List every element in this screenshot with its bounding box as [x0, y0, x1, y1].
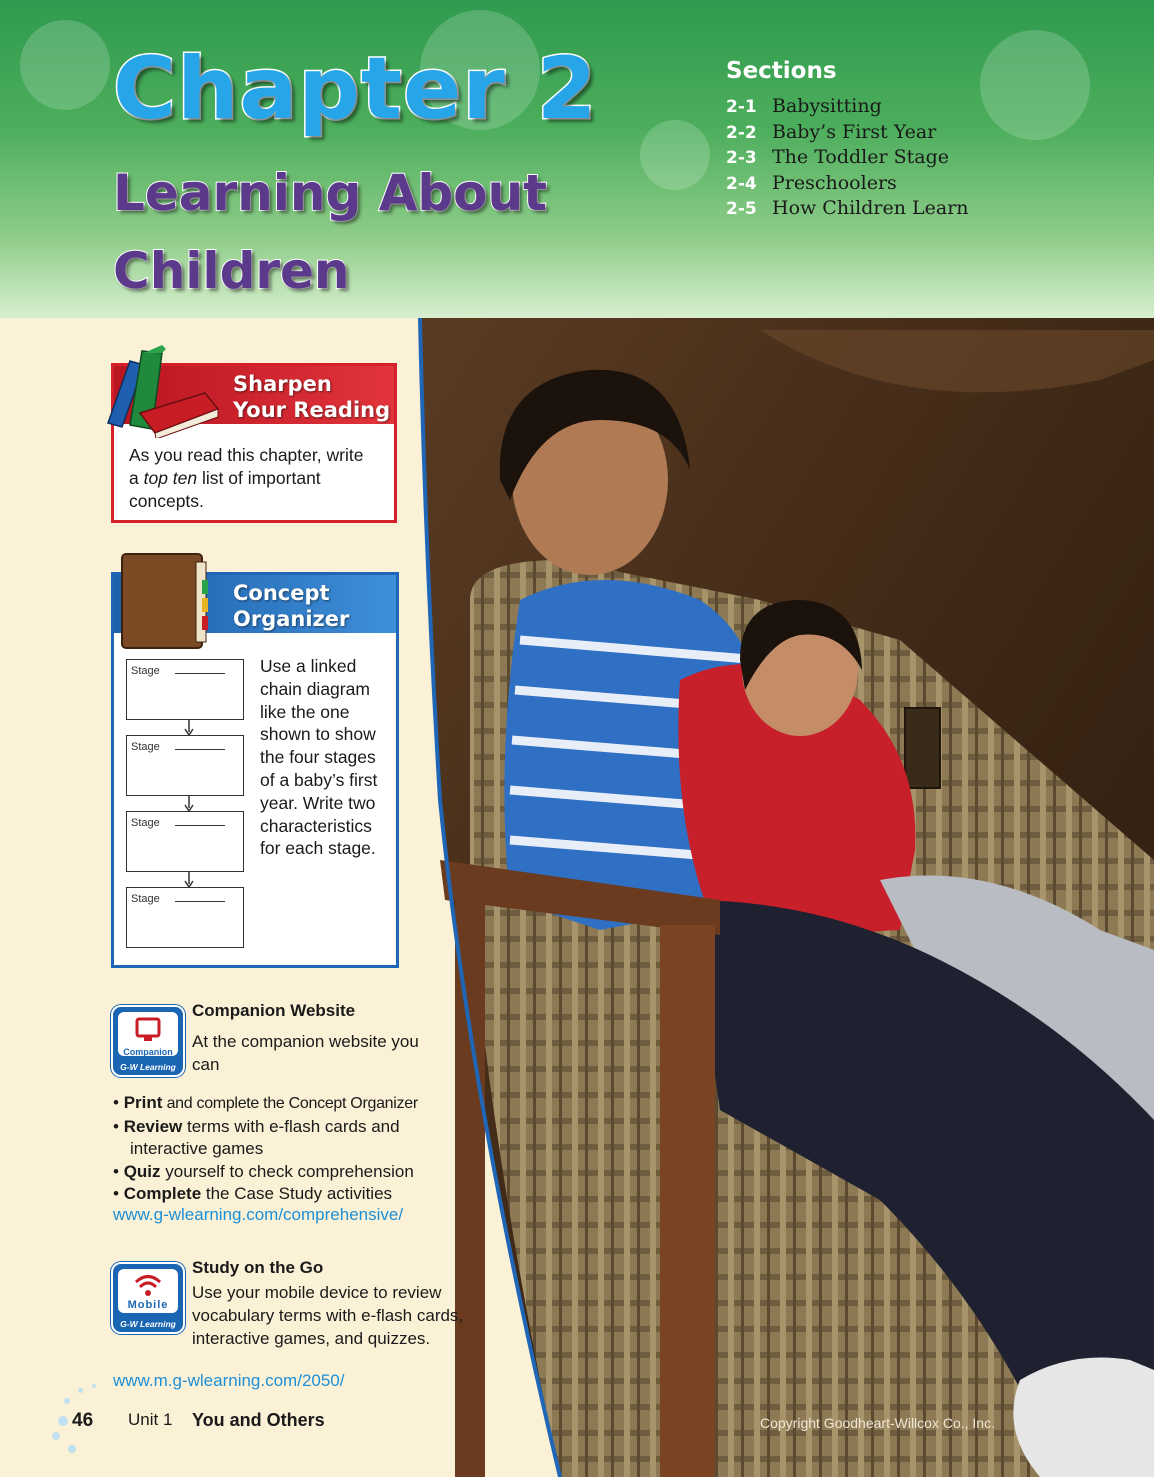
stage-line	[175, 825, 225, 826]
section-number: 2-3	[726, 148, 757, 169]
mobile-study-link[interactable]: www.m.g-wlearning.com/2050/	[113, 1371, 345, 1390]
bullet-text: terms with e-flash cards and interactive games	[130, 1116, 400, 1159]
companion-website-text: At the companion website you can	[192, 1032, 419, 1074]
stage-label: Stage	[131, 817, 160, 829]
stage-label: Stage	[131, 741, 160, 753]
list-item: • Review terms with e-flash cards and interactive games	[113, 1116, 400, 1159]
decorative-dot	[92, 1384, 96, 1388]
stage-label: Stage	[131, 665, 160, 677]
binder-icon	[118, 550, 210, 652]
section-number: 2-5	[726, 199, 757, 220]
sections-heading: Sections	[726, 58, 837, 84]
title-line: Your Reading	[233, 398, 391, 422]
study-on-the-go-text: Use your mobile device to review vocabulary terms with e-flash cards, interactive games, and quizzes.	[192, 1283, 464, 1348]
stage-line	[175, 901, 225, 902]
section-title: How Children Learn	[772, 197, 969, 220]
section-number: 2-4	[726, 173, 757, 194]
decorative-dot	[78, 1388, 83, 1393]
stage-label: Stage	[131, 893, 160, 905]
section-title: The Toddler Stage	[772, 146, 949, 169]
bullet-bold: Quiz	[123, 1161, 161, 1181]
footer-unit-title: You and Others	[192, 1410, 325, 1430]
concept-organizer-text: Use a linked chain diagram like the one shown to show the four stages of a baby’s first year. Write two characteristics for each stage.	[260, 656, 378, 859]
icon-panel	[118, 1269, 178, 1313]
list-item: • Quiz yourself to check comprehension	[113, 1161, 414, 1181]
decorative-dot	[52, 1432, 60, 1440]
text-part: list of important concepts.	[129, 468, 321, 511]
text-italic: top ten	[143, 468, 198, 488]
chapter-subtitle-line1: Learning About	[113, 164, 548, 222]
section-number: 2-2	[726, 122, 757, 143]
down-arrow-icon	[184, 796, 194, 812]
down-arrow-icon	[184, 720, 194, 736]
stage-box	[126, 811, 244, 872]
footer-unit: Unit 1	[128, 1410, 173, 1429]
study-on-the-go-title: Study on the Go	[192, 1258, 324, 1277]
stage-box	[126, 887, 244, 948]
companion-website-title: Companion Website	[192, 1001, 356, 1020]
page-number: 46	[72, 1410, 94, 1431]
bullet-bold: Complete	[123, 1184, 202, 1204]
copyright-notice: Copyright Goodheart-Willcox Co., Inc.	[760, 1415, 995, 1431]
list-item: • Complete the Case Study activities	[113, 1184, 393, 1204]
decorative-dot	[68, 1445, 76, 1453]
mobile-icon-brand: G-W Learning	[120, 1319, 176, 1329]
section-number: 2-1	[726, 97, 757, 117]
list-item: • Print and complete the Concept Organizer	[113, 1093, 418, 1112]
bullet-bold: Review	[123, 1116, 183, 1136]
companion-website-link[interactable]: www.g-wlearning.com/comprehensive/	[113, 1205, 404, 1224]
chapter-subtitle-line2: Children	[113, 242, 350, 300]
bullet-text: yourself to check comprehension	[160, 1161, 414, 1181]
title-line: Sharpen	[233, 372, 332, 396]
mobile-study-icon[interactable]	[111, 1262, 185, 1334]
bullet-text: and complete the Concept Organizer	[162, 1095, 418, 1112]
wall-outlet	[905, 708, 940, 788]
bullet-text: the Case Study activities	[201, 1184, 393, 1204]
companion-bullet-list	[113, 1092, 473, 1206]
stage-line	[175, 749, 225, 750]
section-title: Baby’s First Year	[772, 120, 937, 143]
title-line: Concept	[233, 581, 330, 605]
title-line: Organizer	[233, 607, 350, 631]
decorative-dot	[58, 1416, 68, 1426]
stage-line	[175, 673, 225, 674]
sneaker	[1013, 1358, 1154, 1477]
books-icon	[100, 343, 225, 438]
sharpen-reading-text	[129, 444, 369, 513]
companion-website-icon[interactable]	[111, 1005, 185, 1077]
monitor-icon	[135, 1017, 161, 1043]
down-arrow-icon	[184, 872, 194, 888]
decorative-dot	[64, 1398, 70, 1404]
mobile-icon-label: Mobile	[127, 1299, 169, 1311]
wooden-table-leg	[660, 925, 715, 1477]
sharpen-reading-title	[233, 371, 390, 423]
bullet-bold: Print	[123, 1093, 163, 1112]
companion-icon-brand: G-W Learning	[120, 1062, 176, 1072]
concept-organizer-title	[233, 580, 349, 632]
text-part: As you read this chapter, write a	[129, 445, 364, 488]
chapter-title: Chapter 2	[113, 39, 598, 139]
section-title: Babysitting	[772, 95, 882, 117]
wifi-icon	[134, 1272, 162, 1298]
icon-panel	[118, 1012, 178, 1056]
companion-icon-label: Companion	[123, 1047, 173, 1057]
section-title: Preschoolers	[772, 171, 897, 194]
stage-box	[126, 735, 244, 796]
stage-box	[126, 659, 244, 720]
